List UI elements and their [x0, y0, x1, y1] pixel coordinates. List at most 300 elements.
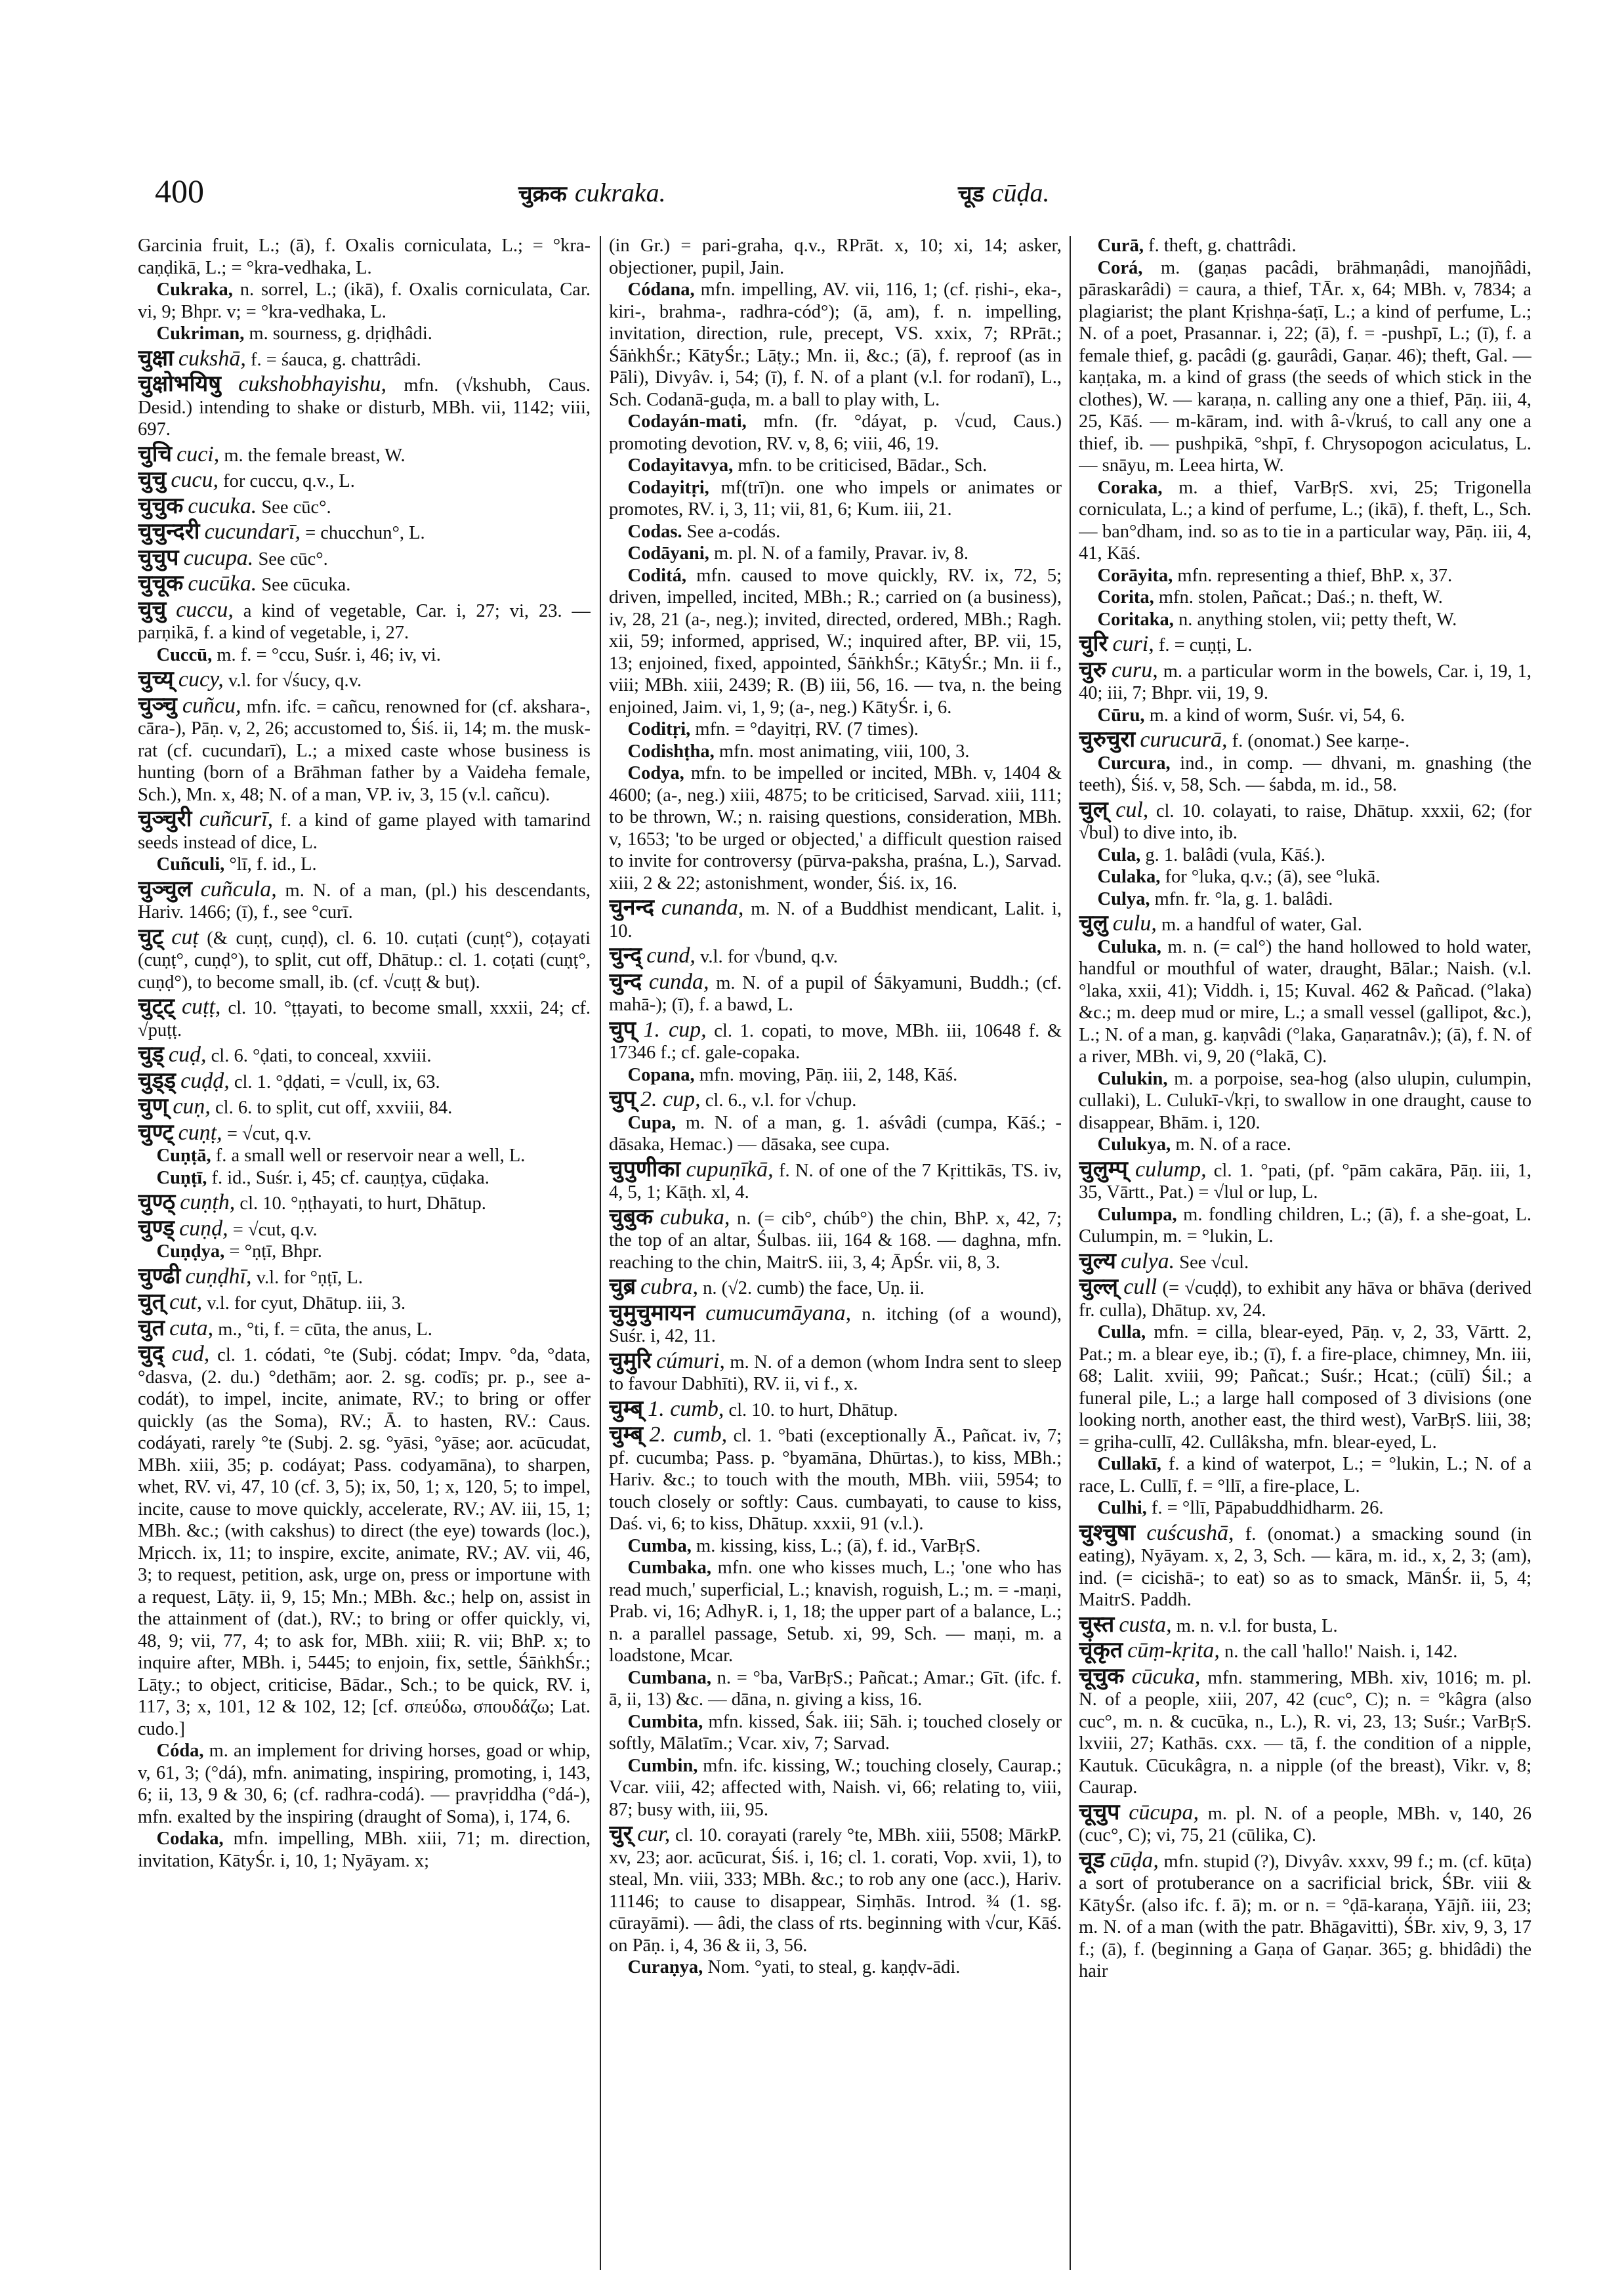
first-headword-roman: cukraka.: [574, 178, 666, 207]
dictionary-entry: [1079, 796, 1531, 844]
headword: cuci,: [177, 442, 220, 466]
headword: cund,: [646, 943, 696, 968]
dictionary-entry: [138, 1119, 591, 1146]
headword: cunda,: [648, 969, 709, 994]
dictionary-entry: [609, 1088, 1062, 1112]
headword: Cuṇṭā,: [156, 1146, 211, 1166]
definition-text: mfn. ifc. kissing, W.; touching closely, Caurap.; Vcar. viii, 42; affected with, Naish. vi, 66; relating to, viii, 87; busy with, iii, 95.: [609, 1755, 1062, 1820]
headword: cuccu,: [176, 597, 234, 622]
headword-devanagari: चुप्: [609, 1086, 636, 1112]
definition-text: f. = °llī, Pāpabuddhidharm. 26.: [1146, 1498, 1384, 1518]
definition-text: mfn. = °dayitṛi, RV. (7 times).: [690, 719, 919, 739]
definition-text: cl. 10. corayati (rarely °te, MBh. xiii, 5508; MārkP. xv, 23; aor. acūcurat, Śiś. i, 16; cl. 1. corati, Vop. xvii, 1), to steal, Mn. viii, 333; MBh. &c.; to rob any one (acc.), Hariv. 11146; to cause to disappear, Siṃhās. Introd. ¾ (1. sg. cūrayāmi). — âdi, the class of rts. beginning with √cur, Kāś. on Pāṇ. i, 4, 36 & ii, 3, 56.: [609, 1825, 1062, 1956]
headword-devanagari: चुपुणीका: [609, 1155, 681, 1182]
headword-devanagari: चुट्ट्: [138, 993, 175, 1020]
dictionary-subentry: [609, 521, 1062, 543]
headword: Codayán-mati,: [627, 411, 747, 432]
definition-text: v.l. for √bund, q.v.: [695, 947, 838, 967]
dictionary-subentry: [609, 455, 1062, 477]
definition-text: See √cul.: [1175, 1252, 1249, 1273]
dictionary-subentry: [1079, 866, 1531, 888]
definition-text: f. a kind of waterpot, L.; = °lukin, L.; N. of a race, L. Cullī, f. = °llī, a fire-place, L.: [1079, 1454, 1531, 1497]
dictionary-subentry: [1079, 936, 1531, 1068]
dictionary-entry: [138, 1067, 591, 1094]
definition-text: n. itching (of a wound), Suśr. i, 42, 11.: [609, 1304, 1062, 1346]
definition-text: v.l. for °ṇṭī, L.: [251, 1267, 363, 1288]
dictionary-subentry: [609, 1711, 1062, 1755]
definition-text: for cuccu, q.v., L.: [219, 471, 355, 491]
definition-text: m. f. = °ccu, Suśr. i, 46; iv, vi.: [212, 644, 441, 665]
headword: cut,: [169, 1290, 203, 1314]
dictionary-subentry: [1079, 1068, 1531, 1134]
headword-devanagari: चुमुचुमायन: [609, 1299, 696, 1326]
dictionary-entry: [138, 466, 591, 493]
headword: cūcuka,: [1131, 1664, 1201, 1689]
headword: Culaka,: [1097, 867, 1161, 887]
headword-devanagari: चुच्य्: [138, 666, 174, 692]
headword: cuṭ: [171, 924, 199, 949]
definition-text: m. (gaṇas pacâdi, brāhmaṇâdi, manojñâdi, pāraskarâdi) = caura, a thief, TĀr. x, 64; MBh. v, 7834; a plagiarist; the plant Kṛishṇa-śaṭī, L.; a kind of perfume, L.; N. of a poet, Prasannar. i, 22; (ā), f. = -pushpī, L.; (ī), f. a female thief, g. pacâdi (g. gaurâdi, Gaṇar. 46); theft, Gal. — kaṇṭaka, m. a kind of grass (the seeds of which stick in the clothes), W. — karaṇa, n. calling any one a thief, Pāṇ. iii, 4, 25, Kāś. — m-kāram, ind. with â-√kruś, to call any one a thief, ib. — pushpikā, °shpī, f. Chrysopogon aciculatus, L. — snāyu, m. Leea hirta, W.: [1079, 257, 1531, 476]
headword: 1. cup,: [643, 1017, 707, 1042]
headword-devanagari: चुण्ड्: [138, 1214, 175, 1241]
headword-devanagari: चुञ्चु: [138, 692, 177, 718]
definition-text: mfn. impelling, MBh. xiii, 71; m. direction, invitation, KātyŚr. i, 10, 1; Nyāyam. x;: [138, 1829, 591, 1871]
dictionary-entry: [138, 1314, 591, 1341]
dictionary-entry: [609, 894, 1062, 942]
dictionary-entry: [138, 692, 591, 806]
dictionary-entry: [609, 1016, 1062, 1064]
headword: Cumbaka,: [627, 1558, 711, 1578]
continued-entry: [138, 235, 591, 279]
dictionary-subentry: [1079, 609, 1531, 631]
dictionary-subentry: [609, 477, 1062, 521]
definition-text: See cūc°.: [257, 497, 331, 518]
definition-text: m. the female breast, W.: [219, 445, 406, 466]
headword: Cūru,: [1097, 705, 1145, 726]
headword-devanagari: चुल्ल्: [1079, 1273, 1118, 1300]
last-headword-roman: cūḍa.: [991, 178, 1050, 207]
dictionary-subentry: [1079, 565, 1531, 587]
dictionary-entry: [138, 1191, 591, 1215]
dictionary-entry: [1079, 1273, 1531, 1321]
dictionary-subentry: [1079, 1134, 1531, 1156]
column-divider: [600, 236, 601, 2270]
definition-text: = chucchun°, L.: [300, 523, 425, 543]
headword-devanagari: चुचुप: [138, 544, 179, 571]
dictionary-subentry: [609, 565, 1062, 719]
headword: cuñcurī,: [199, 807, 274, 831]
definition-text: mfn. stupid (?), Divyâv. xxxv, 99 f.; m. (cf. kūṭa) a sort of protuberance on a sacrificial brick, ŚBr. viii & KātyŚr. (also ifc. f. ā); m. or n. = °ḍā-karaṇa, Yājñ. iii, 23; m. N. of a man (with the patr. Bhāgavitti), ŚBr. xiv, 9, 3, 17 f.; (ā), f. (beginning a Gaṇa of Gaṇar. 365; g. bhidâdi) the hair: [1079, 1851, 1531, 1981]
headword: custa,: [1119, 1612, 1172, 1637]
headword-devanagari: चुलु: [1079, 910, 1108, 936]
dictionary-entry: [1079, 633, 1531, 657]
definition-text: f. (onomat.) a smacking sound (in eating), Nyāyam. x, 2, 3, Sch. — kāra, m. id., x, 2, 3; (am), ind. (= cicishā-; to eat) so as to smack, MānŚr. ii, 5, 4; MaitrS. Paddh.: [1079, 1523, 1531, 1610]
headword: cúmuri,: [656, 1348, 725, 1373]
headword: Cukriman,: [156, 323, 245, 344]
headword: cūcupa,: [1129, 1800, 1199, 1825]
headword: cuṇṭh,: [180, 1190, 236, 1214]
headword: Copana,: [627, 1064, 695, 1085]
definition-text: (in Gr.) = pari-graha, q.v., RPrāt. x, 10; xi, 14; asker, objectioner, pupil, Jain.: [609, 236, 1062, 278]
definition-text: ind., in comp. — dhvani, m. gnashing (the teeth), Śiś. v, 58, Sch. — śabda, m. id., 58.: [1079, 753, 1531, 795]
dictionary-subentry: [1079, 1497, 1531, 1520]
definition-text: mfn. fr. °la, g. 1. balâdi.: [1150, 888, 1333, 909]
dictionary-subentry: [138, 1740, 591, 1828]
definition-text: v.l. for √śucy, q.v.: [223, 671, 362, 691]
headword: Culukin,: [1097, 1068, 1168, 1089]
headword-devanagari: चुचु: [138, 596, 167, 623]
headword: cuṇṭ,: [178, 1120, 222, 1145]
dictionary-subentry: [609, 1667, 1062, 1711]
headword: cupuṇīkā,: [686, 1157, 774, 1182]
dictionary-column-1: [138, 235, 591, 2275]
headword-devanagari: चुर्: [609, 1821, 633, 1847]
definition-text: m. an implement for driving horses, goad or whip, v, 61, 3; (°dá), mfn. animating, inspiring, promoting, i, 143, 6; ii, 13, 9 & 30, 6; (cf. radhra-codá). — pravṛiddha (°dá-), mfn. exalted by the inspiring (draught of Soma), i, 174, 6.: [138, 1741, 591, 1827]
definition-text: f. N. of one of the 7 Kṛittikās, TS. iv, 4, 5, 1; Kāṭh. xl, 4.: [609, 1160, 1062, 1203]
headword-devanagari: चुरुचुरा: [1079, 726, 1136, 753]
headword: cull: [1123, 1275, 1157, 1299]
headword: Culukya,: [1097, 1134, 1171, 1155]
dictionary-entry: [1079, 726, 1531, 753]
headword: Corá,: [1097, 257, 1143, 278]
dictionary-entry: [1079, 1155, 1531, 1204]
headword: cul,: [1115, 797, 1149, 822]
definition-text: mfn. (√kshubh, Caus. Desid.) intending to shake or disturb, MBh. vii, 1142; viii, 697.: [138, 375, 591, 440]
dictionary-entry: [138, 1340, 591, 1740]
headword: Codayitavya,: [627, 455, 734, 476]
headword: cucundarī,: [204, 520, 301, 544]
last-headword: [958, 177, 1050, 208]
dictionary-entry: [138, 440, 591, 467]
definition-text: m. a handful of water, Gal.: [1156, 915, 1362, 935]
definition-text: cl. 10. °ṭṭayati, to become small, xxxii, 24; cf. √puṭṭ.: [138, 998, 591, 1041]
headword: culump,: [1135, 1157, 1207, 1182]
definition-text: mfn. to be criticised, Bādar., Sch.: [733, 455, 988, 476]
definition-text: Garcinia fruit, L.; (ā), f. Oxalis corniculata, L.; = °kra-caṇḍikā, L.; = °kra-vedhaka, L.: [138, 236, 591, 278]
dictionary-entry: [609, 1273, 1062, 1300]
dictionary-entry: [1079, 910, 1531, 936]
headword: Cumba,: [627, 1535, 692, 1556]
headword: culu,: [1112, 911, 1157, 936]
definition-text: m. sourness, g. dṛiḍhâdi.: [244, 323, 432, 344]
headword: Coditṛi,: [627, 719, 691, 739]
headword-devanagari: चुबुक: [609, 1203, 654, 1230]
definition-text: mfn. one who kisses much, L.; 'one who has read much,' superficial, L.; knavish, roguish, L.; m. = -maṇi, Prab. vi, 16; AdhyR. i, 1, 18; the upper part of a balance, L.; n. a parallel passage, Setub. xi, 99, Sch. — maṇi, m. a loadstone, Mcar.: [609, 1558, 1062, 1666]
headword: Cumbana,: [627, 1667, 711, 1688]
headword: Curcura,: [1097, 753, 1171, 774]
headword: curu,: [1111, 657, 1158, 682]
dictionary-entry: [1079, 1663, 1531, 1799]
definition-text: cl. 1. °ḍḍati, = √cull, ix, 63.: [229, 1071, 440, 1092]
headword: Cuñculi,: [156, 854, 225, 875]
definition-text: f. = cuṇṭi, L.: [1154, 635, 1253, 655]
definition-text: m. a kind of worm, Suśr. vi, 54, 6.: [1144, 705, 1405, 726]
definition-text: m. n. (= cal°) the hand hollowed to hold water, handful or mouthful of water, draught, Bālar.; Naish. (v.l. °laka, xxii, 41); Viddh. i, 15; Kuval. 462 & Pañcad. (°laka) &c.; m. deep mud or mire, L.; a small vessel (gallipot, &c.), L.; N. of a man, g. kaṇvâdi (°laka, Gaṇaratnâv.); (ā), f. N. of a river, MBh. vi, 9, 20 (°lakā, C).: [1079, 936, 1531, 1067]
first-headword-devanagari: चुक्रक: [518, 181, 567, 207]
headword: Coraka,: [1097, 477, 1163, 498]
last-headword-devanagari: चूड: [958, 181, 984, 207]
headword: Codas.: [627, 521, 682, 542]
headword: cucy,: [178, 667, 224, 692]
headword-devanagari: चुण्ढी: [138, 1262, 181, 1289]
definition-text: mfn. impelling, AV. vii, 116, 1; (cf. ṛishi-, eka-, kiri-, brahma-, radhra-cód°); (ā, am), f. n. impelling, invitation, direction, rule, precept, VS. xxix, 7; RPrāt.; ŚāṅkhŚr.; KātyŚr.; Lāṭy.; Mn. ii, &c.; (ā), f. reproof (as in Pāli), Divyâv. i, 54; (ī), f. N. of a plant (v.l. for rodanī), L., Sch. Codanā-guḍa, m. a ball to play with, L.: [609, 279, 1062, 410]
headword: Cuṇṭī,: [156, 1167, 207, 1188]
headword-devanagari: चुण्: [138, 1093, 169, 1119]
definition-text: f. a small well or reservoir near a well, L.: [211, 1146, 526, 1166]
definition-text: mfn. stolen, Pañcat.; Daś.; n. theft, W.: [1154, 587, 1443, 608]
headword: cucupa.: [183, 545, 254, 570]
headword: Curaṇya,: [627, 1957, 703, 1977]
dictionary-entry: [609, 1155, 1062, 1204]
headword: Códana,: [627, 279, 695, 300]
dictionary-entry: [138, 923, 591, 994]
definition-text: mf(trī)n. one who impels or animates or promotes, RV. i, 3, 11; vii, 81, 6; Kum. iii, 21.: [609, 477, 1062, 520]
headword: 2. cup,: [640, 1087, 701, 1111]
headword-devanagari: चुड्ड्: [138, 1067, 176, 1094]
dictionary-entry: [138, 875, 591, 924]
headword: cubuka,: [659, 1205, 730, 1230]
dictionary-entry: [609, 1347, 1062, 1396]
dictionary-subentry: [138, 854, 591, 876]
definition-text: = √cut, q.v.: [222, 1123, 312, 1144]
definition-text: See a-codás.: [682, 521, 781, 542]
definition-text: mfn. caused to move quickly, RV. ix, 72, 5; driven, impelled, incited, MBh.; R.; carried on (a business), iv, 28, 21 (a-, neg.); invited, directed, ordered, MBh.; Ragh. xii, 59; informed, apprised, W.; inquired after, BP. vii, 15, 13; enjoined, fixed, appointed, ŚāṅkhŚr.; KātyŚr.; Mn. ii f., viii; MBh. xiii, 2439; R. (B) iii, 56, 16. — tva, n. the being enjoined, Jaim. vi, 1, 9; (a-, neg.) KātyŚr. i, 6.: [609, 565, 1062, 718]
headword: Cuccū,: [156, 644, 213, 665]
definition-text: mfn. stammering, MBh. xiv, 1016; m. pl. N. of a people, xiii, 207, 42 (cuc°, C); n. = °kâgra (also cuc°, m. n. & cucūka, n., L.), R. vi, 23, 13; Suśr.; VarBṛS. lxviii, 27; Kathās. cxx. — tā, f. the condition of a nipple, Kautuk. Cūcukâgra, n. a nipple (of the breast), Vikr. v, 8; Caurap.: [1079, 1667, 1531, 1798]
definition-text: m. a thief, VarBṛS. xvi, 25; Trigonella corniculata, L.; a kind of perfume, L.; (ikā), f. theft, L., Sch. — ban°dham, ind. so as to tie in a particular way, Pāṇ. iii, 4, 41, Kāś.: [1079, 477, 1531, 564]
definition-text: for °luka, q.v.; (ā), see °lukā.: [1160, 867, 1381, 887]
headword-devanagari: चुल्य: [1079, 1247, 1116, 1274]
definition-text: n. sorrel, L.; (ikā), f. Oxalis corniculata, Car. vi, 9; Bhpr. v; = °kra-vedhaka, L.: [138, 279, 591, 322]
dictionary-subentry: [1079, 705, 1531, 727]
headword-devanagari: चुल्: [1079, 796, 1108, 823]
headword-devanagari: चुप्: [609, 1016, 636, 1043]
headword: cumucumāyana,: [705, 1300, 852, 1325]
dictionary-entry: [609, 1421, 1062, 1535]
definition-text: °lī, f. id., L.: [224, 854, 317, 875]
dictionary-entry: [138, 596, 591, 644]
dictionary-entry: [609, 1395, 1062, 1422]
definition-text: cl. 10. to hurt, Dhātup.: [724, 1399, 898, 1420]
headword: cūḍa,: [1110, 1848, 1159, 1872]
dictionary-entry: [138, 1093, 591, 1119]
headword: curi,: [1112, 632, 1154, 656]
headword-devanagari: चुब्र: [609, 1273, 636, 1300]
headword: Cumbita,: [627, 1711, 703, 1732]
definition-text: mfn. kissed, Śak. iii; Sāh. i; touched closely or softly, Mālatīm.; Vcar. xiv, 7; Sarvad.: [609, 1711, 1062, 1754]
headword: Cullakī,: [1097, 1454, 1161, 1474]
dictionary-subentry: [1079, 753, 1531, 796]
dictionary-entry: [1079, 1798, 1531, 1847]
dictionary-subentry: [609, 718, 1062, 741]
definition-text: See cūcuka.: [257, 575, 351, 595]
definition-text: cl. 1. °bati (exceptionally Ā., Pañcat. iv, 7; pf. cucumba; Pass. p. °byamāna, Dhūrtas.), to kiss, MBh.; Hariv. &c.; to touch with the mouth, MBh. viii, 5954; to touch closely or softly: Caus. cumbayati, to cause to kiss, Daś. vi, 6; to kiss, Dhātup. xxxii, 91 (v.l.).: [609, 1426, 1062, 1534]
headword-devanagari: चुमुरि: [609, 1347, 652, 1374]
headword: cūṃ-kṛita,: [1127, 1638, 1220, 1663]
dictionary-subentry: [609, 1755, 1062, 1821]
headword-devanagari: चुचूक: [138, 570, 184, 596]
headword: cukshobhayishu,: [238, 372, 386, 396]
definition-text: f. = śauca, g. chattrâdi.: [245, 349, 421, 370]
dictionary-entry: [138, 666, 591, 692]
definition-text: m. N. of a race.: [1171, 1134, 1291, 1155]
headword: cuḍ,: [168, 1043, 207, 1067]
headword-devanagari: चुण्ठ्: [138, 1189, 176, 1215]
dictionary-subentry: [609, 543, 1062, 565]
definition-text: mfn. ifc. = cañcu, renowned for (cf. akshara-, cāra-), Pāṇ. v, 2, 26; accustomed to, Śiś. ii, 14; m. the musk-rat (cf. cucundarī), L.; a mixed caste whose business is hunting (born of a Brāhman father by a Vaideha female, Sch.), Mn. x, 48; N. of a man, VP. iv, 3, 15 (v.l. cañcu).: [138, 696, 591, 805]
headword: cuḍḍ,: [180, 1068, 230, 1093]
headword: Codya,: [627, 763, 684, 783]
headword: Codāyani,: [627, 543, 709, 564]
dictionary-entry: [138, 993, 591, 1041]
headword: Culuka,: [1097, 936, 1161, 957]
headword: cur,: [637, 1822, 671, 1846]
definition-text: m. N. of a man, (pl.) his descendants, Hariv. 1466; (ī), f., see °curī.: [138, 880, 591, 922]
headword: Cukraka,: [156, 279, 233, 300]
definition-text: v.l. for cyut, Dhātup. iii, 3.: [202, 1293, 406, 1313]
dictionary-entry: [1079, 1637, 1531, 1663]
headword: Curā,: [1097, 236, 1144, 256]
definition-text: mfn. (fr. °dáyat, p. √cud, Caus.) promoting devotion, RV. v, 8, 6; viii, 46, 19.: [609, 411, 1062, 454]
headword-devanagari: चूड: [1079, 1846, 1105, 1873]
dictionary-subentry: [138, 279, 591, 323]
headword: Codayitṛi,: [627, 477, 709, 498]
dictionary-subentry: [138, 323, 591, 345]
definition-text: (= √cuḍḍ), to exhibit any hāva or bhāva (derived fr. culla), Dhātup. xv, 24.: [1079, 1278, 1531, 1321]
dictionary-subentry: [609, 279, 1062, 411]
definition-text: cl. 1. °pati, (pf. °pām cakāra, Pāṇ. iii, 1, 35, Vārtt., Pat.) = √lul or lup, L.: [1079, 1160, 1531, 1203]
headword-devanagari: चुचुक: [138, 492, 184, 519]
headword-devanagari: चुचि: [138, 440, 172, 467]
definition-text: g. 1. balâdi (vula, Kāś.).: [1140, 844, 1325, 865]
definition-text: mfn. representing a thief, BhP. x, 37.: [1173, 565, 1453, 586]
definition-text: m. a particular worm in the bowels, Car. i, 19, 1, 40; iii, 7; Bhpr. vii, 19, 9.: [1079, 661, 1531, 703]
dictionary-subentry: [138, 1167, 591, 1189]
headword: cucu,: [171, 468, 219, 492]
definition-text: mfn. to be impelled or incited, MBh. v, 1404 & 4600; (a-, neg.) xiii, 4875; to be criticised, Sarvad. xiii, 111; to be thrown, W.; n. raising questions, consideration, MBh. v, 1653; 'to be urged or objected,' a difficult question raised to invite for controversy (pūrva-paksha, praśna, L.), Sarvad. xiii, 2 & 22; astonishment, wonder, Śiś. ix, 16.: [609, 763, 1062, 894]
dictionary-entry: [138, 1041, 591, 1067]
headword: cuścushā,: [1146, 1520, 1234, 1545]
headword-devanagari: चुञ्चुरी: [138, 806, 192, 832]
dictionary-subentry: [609, 1064, 1062, 1086]
headword-devanagari: चूंकृत: [1079, 1637, 1123, 1663]
dictionary-subentry: [138, 1145, 591, 1167]
dictionary-entry: [1079, 1611, 1531, 1638]
dictionary-entry: [138, 344, 591, 371]
headword-devanagari: चूचुप: [1079, 1798, 1120, 1825]
definition-text: m. a porpoise, sea-hog (also ulupin, culumpin, cullaki), L. Culukī-√kṛi, to swallow in one draught, cause to disappear, Bhām. i, 120.: [1079, 1068, 1531, 1133]
headword: cud,: [171, 1342, 210, 1366]
dictionary-entry: [138, 808, 591, 854]
dictionary-subentry: [1079, 257, 1531, 477]
headword: Culla,: [1097, 1322, 1146, 1342]
headword-devanagari: चुड्: [138, 1041, 164, 1067]
definition-text: m. pl. N. of a family, Pravar. iv, 8.: [709, 543, 969, 564]
definition-text: n. (√2. cumb) the face, Uṇ. ii.: [697, 1278, 925, 1298]
dictionary-subentry: [609, 762, 1062, 894]
headword: Códa,: [156, 1741, 204, 1761]
dictionary-subentry: [138, 1241, 591, 1263]
headword-devanagari: चूचुक: [1079, 1663, 1125, 1689]
dictionary-entry: [138, 492, 591, 519]
dictionary-entry: [138, 373, 591, 441]
headword-devanagari: चुरु: [1079, 656, 1106, 683]
headword: Codaka,: [156, 1829, 224, 1849]
definition-text: n. the call 'hallo!' Naish. i, 142.: [1219, 1642, 1458, 1662]
headword-devanagari: चुचु: [138, 466, 167, 493]
headword-devanagari: चुञ्चुल: [138, 875, 192, 902]
dictionary-subentry: [609, 411, 1062, 455]
dictionary-subentry: [1079, 888, 1531, 911]
definition-text: cl. 6. to split, cut off, xxviii, 84.: [210, 1098, 453, 1118]
definition-text: m. N. of a demon (whom Indra sent to sleep to favour Dabhīti), RV. ii, vi f., x.: [609, 1352, 1062, 1394]
dictionary-entry: [138, 570, 591, 596]
headword: Cuṇḍya,: [156, 1241, 225, 1262]
headword: Cula,: [1097, 844, 1141, 865]
definition-text: mfn. most animating, viii, 100, 3.: [714, 741, 970, 762]
definition-text: m. N. of a Buddhist mendicant, Lalit. i, 10.: [609, 899, 1062, 941]
headword: cuṇ,: [173, 1094, 211, 1119]
dictionary-subentry: [138, 1828, 591, 1872]
headword-devanagari: चुम्ब्: [609, 1421, 644, 1447]
dictionary-column-2: [609, 235, 1062, 2275]
headword: cuṭṭ,: [181, 995, 221, 1019]
definition-text: n. = °ba, VarBṛS.; Pañcat.; Amar.; Gīt. (ifc. f. ā, ii, 13) &c. — dāna, n. giving a kiss, 16.: [609, 1667, 1062, 1710]
definition-text: f. id., Suśr. i, 45; cf. cauṇṭya, cūḍaka.: [207, 1167, 489, 1188]
headword: cuṇḍhī,: [185, 1264, 252, 1289]
dictionary-entry: [1079, 1519, 1531, 1611]
definition-text: cl. 10. °ṇṭhayati, to hurt, Dhātup.: [235, 1193, 486, 1214]
definition-text: m. kissing, kiss, L.; (ā), f. id., VarBṛS.: [691, 1535, 981, 1556]
headword-devanagari: चुस्त: [1079, 1611, 1115, 1638]
headword-devanagari: चुत्: [138, 1289, 165, 1315]
dictionary-entry: [138, 1291, 591, 1315]
headword-devanagari: चुम्ब्: [609, 1395, 644, 1422]
headword-devanagari: चुन्द्: [609, 942, 642, 968]
headword: cucūka.: [188, 571, 257, 596]
definition-text: f. (onomat.) See karṇe-.: [1227, 731, 1410, 751]
headword-devanagari: चुश्चुषा: [1079, 1519, 1136, 1546]
headword-devanagari: चुन्द: [609, 968, 642, 995]
column-divider: [1070, 236, 1071, 2270]
dictionary-subentry: [609, 1112, 1062, 1156]
headword: Culya,: [1097, 888, 1150, 909]
headword: 2. cumb,: [649, 1422, 728, 1447]
continued-entry: [609, 235, 1062, 279]
dictionary-entry: [609, 942, 1062, 968]
dictionary-entry: [1079, 656, 1531, 705]
headword: Cupa,: [627, 1112, 677, 1133]
definition-text: = √cut, q.v.: [228, 1219, 318, 1240]
headword: cukshā,: [178, 346, 246, 371]
definition-text: = °ṇṭī, Bhpr.: [224, 1241, 322, 1262]
headword: cunanda,: [661, 896, 744, 920]
headword-devanagari: चुचुन्दरी: [138, 518, 200, 545]
definition-text: cl. 6., v.l. for √chup.: [700, 1090, 857, 1111]
headword: culya.: [1120, 1249, 1175, 1273]
dictionary-entry: [138, 518, 591, 545]
dictionary-subentry: [1079, 587, 1531, 609]
headword: Culumpa,: [1097, 1204, 1177, 1225]
page-number: 400: [155, 173, 204, 209]
dictionary-entry: [138, 544, 591, 571]
dictionary-entry: [1079, 1247, 1531, 1274]
dictionary-subentry: [1079, 1321, 1531, 1453]
definition-text: cl. 1. copati, to move, MBh. iii, 10648 f. & 17346 f.; cf. gale-copaka.: [609, 1020, 1062, 1063]
dictionary-subentry: [1079, 1204, 1531, 1248]
definition-text: Nom. °yati, to steal, g. kaṇḍv-ādi.: [703, 1957, 961, 1977]
dictionary-entry: [609, 1823, 1062, 1956]
